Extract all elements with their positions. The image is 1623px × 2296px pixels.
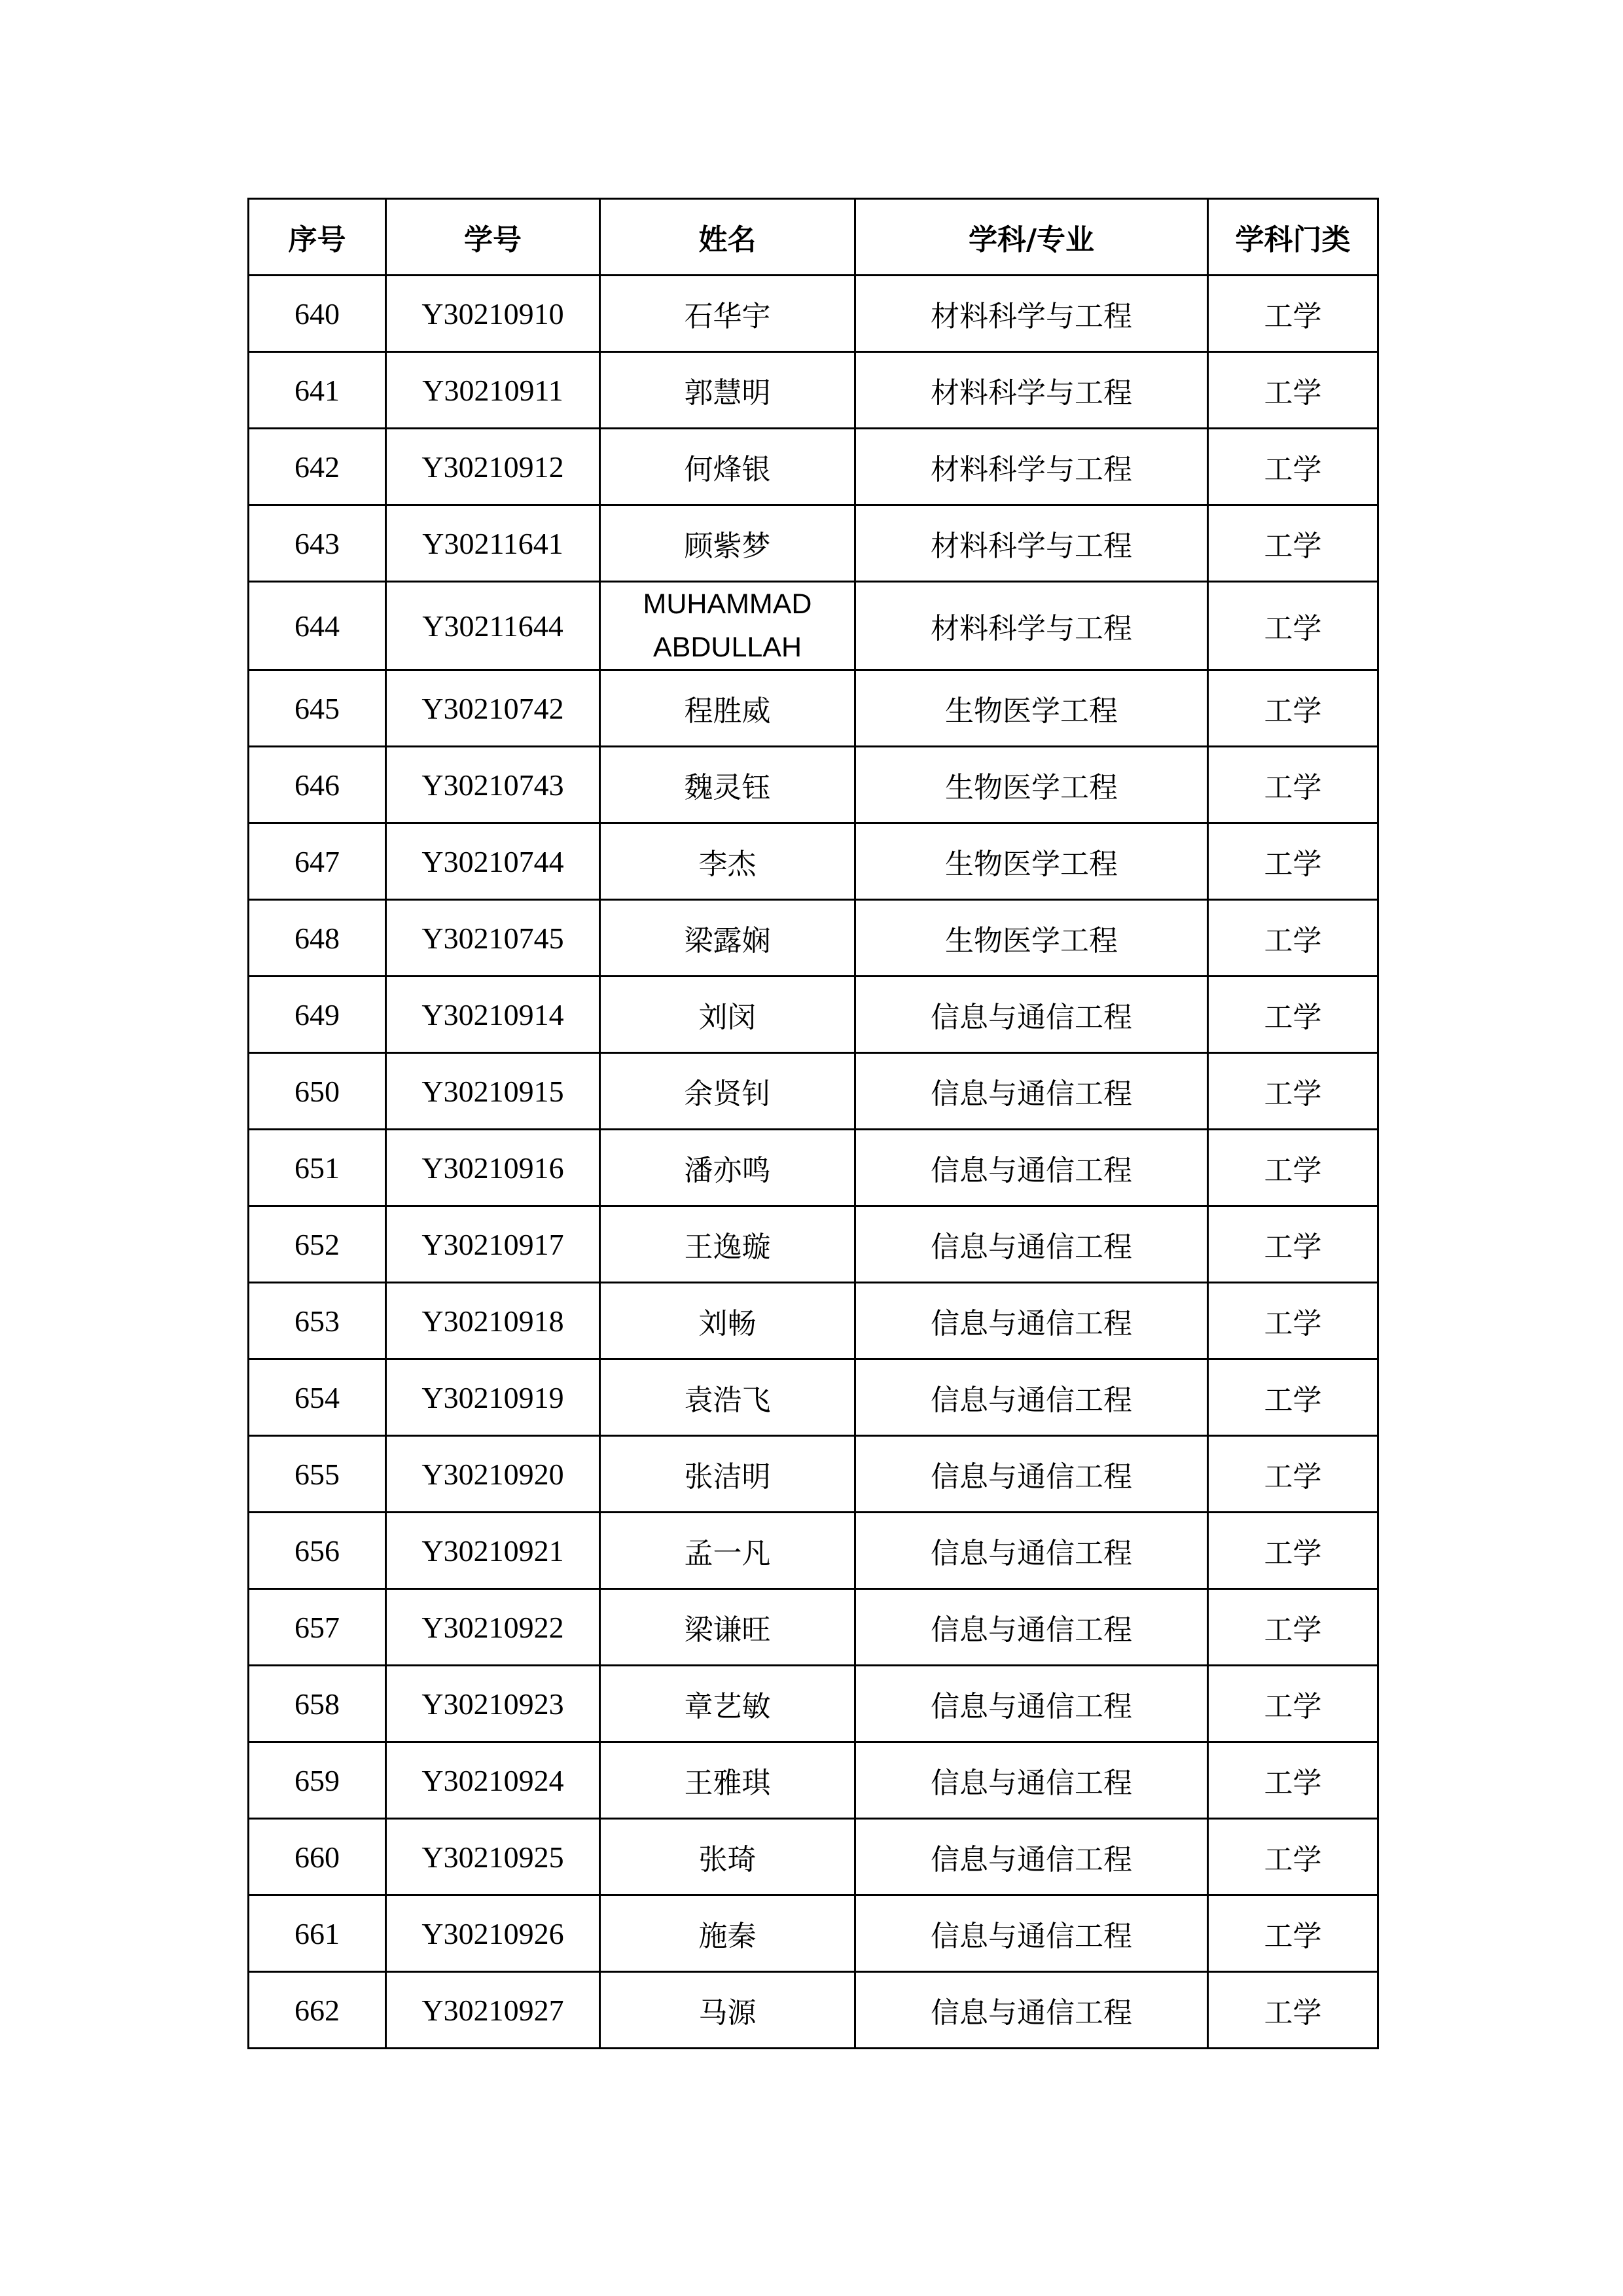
cell-index: 648: [249, 900, 386, 977]
cell-category: 工学: [1208, 1819, 1378, 1895]
cell-student-id: Y30210921: [386, 1513, 600, 1589]
cell-name: 顾紫梦: [600, 505, 855, 582]
cell-index: 646: [249, 747, 386, 823]
cell-major: 信息与通信工程: [855, 1130, 1208, 1206]
cell-category: 工学: [1208, 1359, 1378, 1436]
cell-major: 生物医学工程: [855, 900, 1208, 977]
table-row: [249, 505, 1378, 582]
cell-name: 程胜威: [600, 670, 855, 747]
cell-index: 642: [249, 429, 386, 505]
name-line-2: ABDULLAH: [652, 632, 802, 663]
cell-student-id: Y30210915: [386, 1053, 600, 1130]
cell-category: 工学: [1208, 670, 1378, 747]
cell-student-id: Y30210914: [386, 977, 600, 1053]
cell-name: 王雅琪: [600, 1742, 855, 1819]
cell-name: 李杰: [600, 823, 855, 900]
cell-student-id: Y30210922: [386, 1589, 600, 1666]
cell-index: 649: [249, 977, 386, 1053]
cell-student-id: Y30210910: [386, 276, 600, 352]
cell-category: 工学: [1208, 900, 1378, 977]
cell-name: 刘闵: [600, 977, 855, 1053]
cell-major: 材料科学与工程: [855, 582, 1208, 670]
cell-major: 信息与通信工程: [855, 1666, 1208, 1742]
table-row: [249, 352, 1378, 429]
cell-category: 工学: [1208, 582, 1378, 670]
cell-category: 工学: [1208, 1130, 1378, 1206]
cell-major: 信息与通信工程: [855, 1359, 1208, 1436]
header-index: 序号: [249, 199, 386, 276]
table-row: [249, 1130, 1378, 1206]
cell-index: 641: [249, 352, 386, 429]
cell-name: 施秦: [600, 1895, 855, 1972]
cell-student-id: Y30210911: [386, 352, 600, 429]
table-row: [249, 670, 1378, 747]
header-student-id: 学号: [386, 199, 600, 276]
cell-index: 659: [249, 1742, 386, 1819]
cell-name: 梁谦旺: [600, 1589, 855, 1666]
cell-student-id: Y30210745: [386, 900, 600, 977]
cell-student-id: Y30210917: [386, 1206, 600, 1283]
cell-student-id: Y30210923: [386, 1666, 600, 1742]
student-list-page: [247, 198, 1377, 2049]
cell-category: 工学: [1208, 1053, 1378, 1130]
cell-major: 信息与通信工程: [855, 1742, 1208, 1819]
table-row: [249, 276, 1378, 352]
header-major: 学科/专业: [855, 199, 1208, 276]
cell-category: 工学: [1208, 977, 1378, 1053]
table-row: [249, 1283, 1378, 1359]
cell-category: 工学: [1208, 1589, 1378, 1666]
cell-major: 信息与通信工程: [855, 1819, 1208, 1895]
table-row: [249, 429, 1378, 505]
cell-student-id: Y30210925: [386, 1819, 600, 1895]
cell-index: 654: [249, 1359, 386, 1436]
table-row: [249, 1819, 1378, 1895]
cell-major: 信息与通信工程: [855, 1895, 1208, 1972]
table-row: [249, 1513, 1378, 1589]
cell-major: 生物医学工程: [855, 823, 1208, 900]
table-row: [249, 1972, 1378, 2049]
cell-index: 657: [249, 1589, 386, 1666]
cell-student-id: Y30210924: [386, 1742, 600, 1819]
cell-category: 工学: [1208, 747, 1378, 823]
cell-category: 工学: [1208, 1283, 1378, 1359]
cell-name: 袁浩飞: [600, 1359, 855, 1436]
cell-major: 信息与通信工程: [855, 1053, 1208, 1130]
cell-category: 工学: [1208, 429, 1378, 505]
cell-index: 655: [249, 1436, 386, 1513]
cell-index: 640: [249, 276, 386, 352]
table-header-row: [249, 199, 1378, 276]
cell-major: 信息与通信工程: [855, 1513, 1208, 1589]
cell-index: 647: [249, 823, 386, 900]
cell-category: 工学: [1208, 352, 1378, 429]
cell-major: 信息与通信工程: [855, 1206, 1208, 1283]
header-name: 姓名: [600, 199, 855, 276]
cell-name: 余贤钊: [600, 1053, 855, 1130]
cell-index: 652: [249, 1206, 386, 1283]
table-row: [249, 1589, 1378, 1666]
cell-name: 孟一凡: [600, 1513, 855, 1589]
cell-category: 工学: [1208, 1742, 1378, 1819]
cell-name: [600, 582, 855, 670]
cell-name: 魏灵钰: [600, 747, 855, 823]
cell-index: 656: [249, 1513, 386, 1589]
table-row: [249, 1053, 1378, 1130]
cell-index: 658: [249, 1666, 386, 1742]
table-row: [249, 1742, 1378, 1819]
cell-name: 章艺敏: [600, 1666, 855, 1742]
cell-index: 660: [249, 1819, 386, 1895]
cell-name: 何烽银: [600, 429, 855, 505]
cell-student-id: Y30210916: [386, 1130, 600, 1206]
cell-major: 生物医学工程: [855, 670, 1208, 747]
cell-category: 工学: [1208, 823, 1378, 900]
cell-major: 信息与通信工程: [855, 1283, 1208, 1359]
cell-index: 662: [249, 1972, 386, 2049]
cell-category: 工学: [1208, 276, 1378, 352]
cell-student-id: Y30210927: [386, 1972, 600, 2049]
cell-major: 信息与通信工程: [855, 977, 1208, 1053]
cell-student-id: Y30210926: [386, 1895, 600, 1972]
cell-index: 644: [249, 582, 386, 670]
cell-student-id: Y30210919: [386, 1359, 600, 1436]
cell-name: 马源: [600, 1972, 855, 2049]
cell-major: 材料科学与工程: [855, 505, 1208, 582]
cell-index: 651: [249, 1130, 386, 1206]
cell-name: 王逸璇: [600, 1206, 855, 1283]
cell-major: 信息与通信工程: [855, 1589, 1208, 1666]
table-row: [249, 823, 1378, 900]
student-table: [247, 198, 1379, 2049]
cell-student-id: Y30210918: [386, 1283, 600, 1359]
table-row: [249, 1206, 1378, 1283]
cell-name: 梁露娴: [600, 900, 855, 977]
cell-index: 650: [249, 1053, 386, 1130]
cell-category: 工学: [1208, 1513, 1378, 1589]
table-row: [249, 747, 1378, 823]
table-row: [249, 1359, 1378, 1436]
table-row: [249, 1666, 1378, 1742]
cell-student-id: Y30210742: [386, 670, 600, 747]
cell-student-id: Y30211644: [386, 582, 600, 670]
cell-major: 材料科学与工程: [855, 429, 1208, 505]
cell-major: 生物医学工程: [855, 747, 1208, 823]
header-category: 学科门类: [1208, 199, 1378, 276]
cell-index: 653: [249, 1283, 386, 1359]
cell-student-id: Y30210912: [386, 429, 600, 505]
cell-category: 工学: [1208, 1895, 1378, 1972]
table-row: [249, 1436, 1378, 1513]
cell-name: 石华宇: [600, 276, 855, 352]
cell-name: 郭慧明: [600, 352, 855, 429]
cell-student-id: Y30211641: [386, 505, 600, 582]
cell-student-id: Y30210920: [386, 1436, 600, 1513]
table-row: [249, 582, 1378, 670]
table-row: [249, 977, 1378, 1053]
table-row: [249, 1895, 1378, 1972]
cell-student-id: Y30210744: [386, 823, 600, 900]
name-line-1: MUHAMMAD: [643, 588, 812, 620]
cell-category: 工学: [1208, 505, 1378, 582]
cell-student-id: Y30210743: [386, 747, 600, 823]
cell-category: 工学: [1208, 1666, 1378, 1742]
cell-major: 信息与通信工程: [855, 1972, 1208, 2049]
cell-major: 材料科学与工程: [855, 276, 1208, 352]
cell-major: 材料科学与工程: [855, 352, 1208, 429]
cell-name: 刘畅: [600, 1283, 855, 1359]
cell-category: 工学: [1208, 1972, 1378, 2049]
cell-category: 工学: [1208, 1206, 1378, 1283]
cell-index: 645: [249, 670, 386, 747]
cell-name: 张琦: [600, 1819, 855, 1895]
cell-index: 661: [249, 1895, 386, 1972]
cell-name: 潘亦鸣: [600, 1130, 855, 1206]
cell-name: 张洁明: [600, 1436, 855, 1513]
cell-major: 信息与通信工程: [855, 1436, 1208, 1513]
cell-category: 工学: [1208, 1436, 1378, 1513]
cell-index: 643: [249, 505, 386, 582]
table-row: [249, 900, 1378, 977]
